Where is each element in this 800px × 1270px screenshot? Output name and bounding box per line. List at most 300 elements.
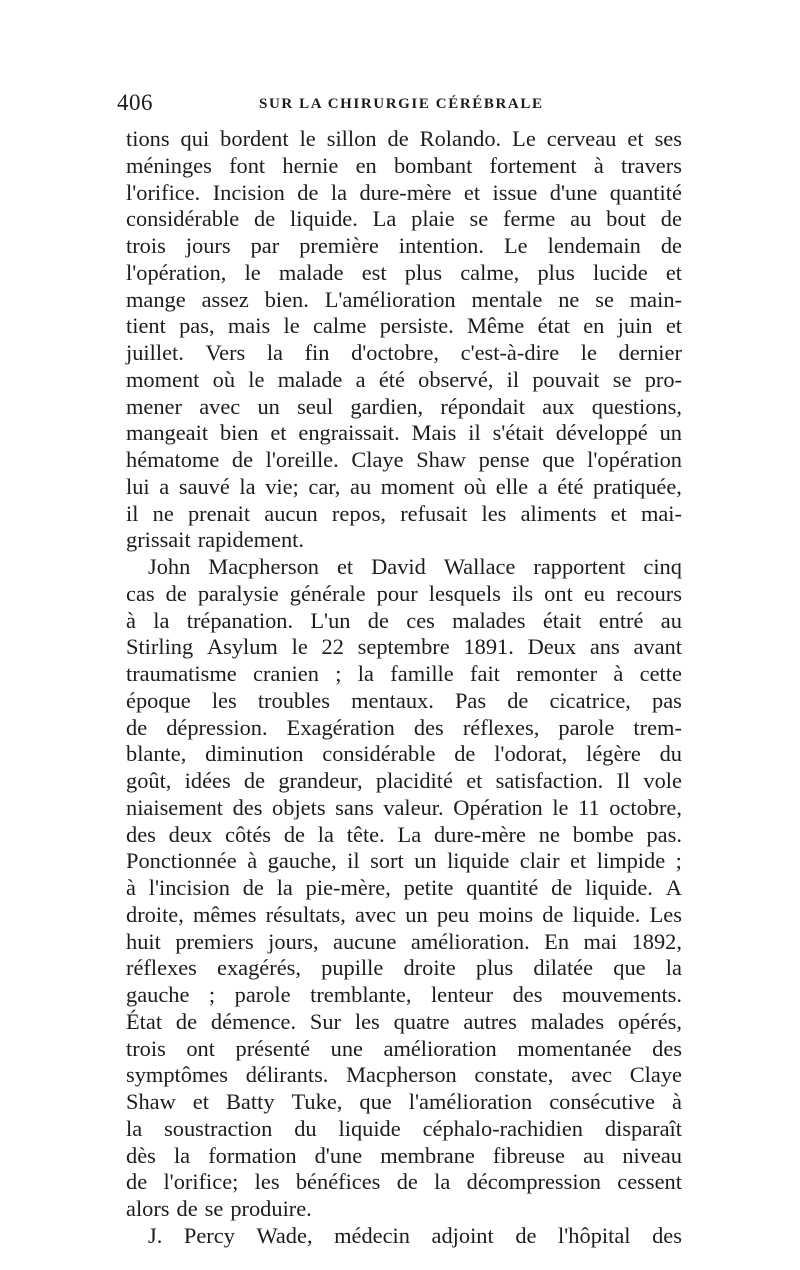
text-line [126, 474, 682, 501]
word: sans [335, 794, 374, 820]
word: quantité [609, 179, 682, 205]
word: été [557, 473, 584, 499]
text-line [126, 955, 682, 982]
word: 22 [321, 634, 344, 660]
text-line [126, 367, 682, 394]
word: avant [633, 634, 682, 660]
word: était [542, 607, 582, 633]
word: considérable [126, 206, 240, 232]
word: mai [583, 928, 618, 954]
text-line [126, 206, 682, 233]
word: ne [558, 286, 580, 312]
word: pouvait [532, 366, 600, 392]
word: que [542, 447, 575, 472]
word: hématome [126, 447, 220, 472]
word: de [396, 1169, 418, 1195]
word: de [454, 741, 476, 767]
word: malades [452, 607, 526, 633]
word: générale [289, 580, 366, 606]
text-line [126, 287, 682, 314]
word: Batty [226, 1089, 275, 1114]
word: l'opération [587, 447, 682, 472]
text-line [126, 313, 682, 340]
word: pie-mère, [305, 875, 391, 900]
word: aucune [333, 928, 397, 954]
word: ne [152, 500, 174, 526]
word: gauche, [267, 848, 337, 874]
word: à [126, 875, 136, 900]
word: Percy [183, 1222, 235, 1248]
word: tremblante, [310, 982, 412, 1007]
text-line [126, 581, 682, 608]
text-line [126, 715, 682, 742]
word: le [244, 259, 261, 285]
word: au [660, 607, 682, 633]
word: dès [126, 1142, 156, 1168]
word: font [229, 152, 266, 178]
word: liquide. [585, 875, 653, 900]
word: autres [463, 1008, 517, 1034]
word: clair [519, 848, 560, 874]
word: malade [277, 366, 343, 392]
word: et [463, 179, 481, 205]
word: ; [208, 982, 216, 1007]
word: d'octobre, [351, 340, 440, 365]
word: l'incision [148, 875, 230, 900]
word: dilatée [533, 955, 594, 981]
word: fait [470, 661, 500, 686]
word: et [665, 259, 682, 285]
word: sauvé [178, 473, 230, 499]
word: tête. [346, 821, 385, 847]
word: présenté [235, 1035, 311, 1061]
word: bien. [264, 286, 309, 312]
word: assez [201, 286, 249, 312]
text-line [126, 1143, 682, 1170]
word: malade [278, 259, 344, 285]
word: L'amélioration [324, 286, 456, 312]
word: la [317, 821, 334, 847]
word: hernie [282, 152, 339, 178]
word: l'orifice. [126, 179, 201, 205]
text-line [126, 1116, 682, 1143]
word: Shaw [126, 1089, 176, 1114]
word: ferme [503, 206, 556, 232]
word: pas. [646, 821, 682, 847]
word: du [294, 1115, 317, 1141]
word: a [159, 473, 170, 499]
word: avec [199, 393, 241, 419]
word: niaisement [126, 794, 223, 820]
word: parole [558, 714, 615, 740]
page-number: 406 [117, 90, 153, 115]
word: délirants. [245, 1062, 329, 1088]
text-line [126, 1169, 682, 1196]
word: tient [126, 313, 166, 339]
word: répondait [440, 393, 525, 419]
word: se [595, 286, 614, 312]
word: formation [208, 1142, 297, 1168]
word: des [652, 1035, 682, 1061]
word: la [330, 179, 348, 205]
word: de [551, 875, 573, 900]
word: quatre [393, 1008, 450, 1034]
word: mangeait [126, 420, 209, 446]
word: de [387, 126, 409, 151]
word: paralysie [197, 580, 279, 606]
word: mouvements. [561, 982, 682, 1007]
word: un [659, 420, 682, 446]
word: niveau [622, 1142, 682, 1168]
word: juillet. [126, 340, 184, 365]
word: dépression. [166, 714, 268, 740]
text-line [126, 795, 682, 822]
word: l'amélioration [408, 1089, 533, 1114]
word: de [231, 447, 254, 472]
text-line [126, 875, 682, 902]
word: grandeur, [278, 768, 363, 793]
word: en [355, 152, 377, 178]
word: de [297, 179, 319, 205]
word: par [250, 233, 280, 258]
word: engraissait. [298, 420, 400, 446]
word: gauche [126, 982, 190, 1007]
word: au [583, 1142, 605, 1168]
word: ; [335, 661, 342, 686]
word: mentale [471, 286, 543, 312]
word: des [512, 982, 543, 1007]
word: Rolando. [419, 126, 502, 151]
word: pense [478, 447, 530, 472]
word: rapidement. [197, 527, 304, 553]
word: amélioration [383, 1035, 497, 1061]
word: Le [503, 233, 528, 258]
word: État [126, 1008, 163, 1034]
word: diminution [205, 741, 304, 767]
word: constate, [474, 1062, 554, 1088]
word: vole [643, 768, 682, 793]
word: de [126, 714, 148, 740]
word: bien [219, 420, 259, 446]
body-text [126, 126, 682, 1250]
word: de [515, 1222, 537, 1248]
word: ils [511, 580, 534, 606]
word: ces [406, 607, 435, 633]
word: Même [467, 313, 525, 339]
word: satisfaction. [495, 768, 604, 793]
word: Sur [309, 1008, 342, 1034]
word: observé, [418, 366, 494, 392]
word: La [397, 821, 422, 847]
word: de [242, 875, 264, 900]
word: de [367, 607, 389, 633]
text-line [126, 447, 682, 474]
word: Ponctionnée [126, 848, 237, 874]
word: a [537, 473, 548, 499]
word: a [355, 366, 366, 392]
word: La [372, 206, 397, 232]
word: pratiquée, [593, 473, 682, 499]
word: et [466, 768, 483, 793]
text-line [126, 233, 682, 260]
word: calme, [460, 259, 520, 285]
word: c'est-à-dire [460, 340, 560, 365]
word: ont [186, 1035, 215, 1061]
word: d'une [314, 1142, 363, 1168]
word: lui [126, 473, 150, 499]
word: moment [380, 473, 455, 499]
word: été [378, 366, 405, 392]
word: les [354, 1008, 380, 1034]
word: mai- [640, 500, 682, 526]
word: le [552, 794, 569, 820]
text-line [126, 527, 682, 554]
word: la [126, 1115, 143, 1141]
word: main- [629, 286, 682, 312]
word: un [414, 848, 437, 874]
word: de [283, 821, 305, 847]
word: Mais [411, 420, 457, 446]
word: cicatrice, [549, 687, 631, 713]
word: exagérés, [217, 955, 301, 981]
word: démence. [210, 1008, 297, 1034]
word: des [413, 714, 444, 740]
word: grissait [126, 527, 191, 553]
word: Wade, [256, 1222, 313, 1248]
word: décompression [466, 1169, 601, 1195]
word: quantité [466, 875, 539, 900]
word: lesquels [428, 580, 501, 606]
word: lendemain [547, 233, 641, 258]
word: trois [126, 233, 166, 258]
word: à [126, 607, 136, 633]
word: travers [621, 152, 682, 178]
word: la [153, 607, 170, 633]
text-line [126, 822, 682, 849]
running-title: SUR LA CHIRURGIE CÉRÉBRALE [259, 96, 544, 112]
word: amélioration. [410, 928, 530, 954]
word: Claye [629, 1062, 682, 1088]
word: l'oreille. [265, 447, 339, 472]
word: Le [512, 126, 536, 151]
word: le [291, 634, 308, 660]
word: état [537, 313, 570, 339]
word: limpide [596, 848, 666, 874]
word: pupille [321, 955, 384, 981]
word: à [671, 1089, 682, 1114]
word: gardien, [350, 393, 424, 419]
word: rapportent [533, 554, 626, 579]
word: alors [126, 1196, 170, 1221]
word: où [212, 366, 236, 392]
word: mais [227, 313, 271, 339]
word: les [211, 687, 237, 713]
word: trem- [633, 714, 682, 740]
word: dernier [618, 340, 682, 365]
word: Shaw [416, 447, 466, 472]
word: résultats, [265, 901, 346, 927]
word: se [612, 366, 632, 392]
word: de [660, 233, 682, 258]
word: prenait [187, 500, 251, 526]
word: d'une [549, 179, 598, 205]
word: légère [586, 741, 641, 767]
text-line [126, 420, 682, 447]
word: au [350, 473, 372, 499]
word: de [660, 206, 682, 232]
word: Wallace [443, 554, 516, 579]
word: Pas [454, 687, 487, 713]
word: intention. [398, 233, 484, 258]
text-line [126, 1196, 682, 1223]
word: il [468, 420, 481, 446]
word: bout [606, 206, 646, 232]
word: droite, [126, 901, 184, 927]
word: qui [180, 126, 210, 151]
word: à [593, 152, 604, 178]
word: 11 [578, 794, 600, 820]
word: Tuke, [291, 1089, 343, 1114]
word: questions, [591, 393, 682, 419]
word: ses [654, 126, 682, 151]
word: côtés [225, 821, 272, 847]
word: l'odorat, [494, 741, 568, 767]
text-line [126, 768, 682, 795]
word: il [126, 500, 139, 526]
word: sillon [326, 126, 377, 151]
word: réflexes, [462, 714, 540, 740]
word: et [270, 420, 287, 446]
text-line [126, 982, 682, 1009]
word: la [266, 340, 283, 365]
word: et [192, 1089, 209, 1114]
word: fortement [489, 152, 577, 178]
word: de [165, 580, 187, 606]
word: 1891. [463, 634, 514, 660]
word: ; [675, 848, 682, 874]
word: méninges [126, 152, 212, 178]
word: et [570, 848, 587, 874]
word: réflexes [126, 955, 197, 981]
word: la [665, 955, 682, 981]
word: l'orifice; [163, 1169, 239, 1195]
word: des [126, 821, 156, 847]
text-line [126, 126, 682, 153]
word: refusait [400, 500, 468, 526]
word: issue [492, 179, 538, 205]
word: plaie [411, 206, 455, 232]
word: ont [544, 580, 573, 606]
text-line [126, 1009, 682, 1036]
word: Claye [351, 447, 404, 472]
word: cerveau [546, 126, 617, 151]
text-line [126, 634, 682, 661]
word: opérés, [617, 1008, 682, 1034]
word: et [336, 554, 354, 579]
word: Macpherson [208, 554, 319, 579]
word: se [204, 1196, 224, 1221]
word: soustraction [164, 1115, 273, 1141]
word: cranien [253, 661, 319, 686]
word: lucide [592, 259, 648, 285]
text-line [126, 554, 682, 581]
word: première [299, 233, 379, 258]
word: la [276, 875, 293, 900]
word: au [570, 206, 592, 232]
word: médecin [334, 1222, 410, 1248]
word: pour [376, 580, 418, 606]
text-line [126, 153, 682, 180]
text-line [126, 340, 682, 367]
word: bordent [220, 126, 289, 151]
word: mener [126, 393, 182, 419]
word: petite [403, 875, 454, 900]
word: mêmes [193, 901, 257, 927]
word: octobre, [609, 794, 682, 820]
word: aux [542, 393, 575, 419]
word: le [248, 366, 265, 392]
word: repos, [331, 500, 387, 526]
word: ne [538, 821, 560, 847]
word: consécutive [549, 1089, 655, 1114]
word: symptômes [126, 1062, 229, 1088]
word: adjoint [431, 1222, 494, 1248]
word: un [405, 901, 428, 927]
word: pro- [644, 366, 682, 392]
word: cinq [643, 554, 682, 579]
text-line [126, 1062, 682, 1089]
text-line [126, 180, 682, 207]
word: eu [583, 580, 605, 606]
word: plus [475, 955, 514, 981]
word: vie; [265, 473, 299, 499]
word: momentanée [517, 1035, 632, 1061]
text-line [126, 741, 682, 768]
word: s'était [492, 420, 544, 446]
word: En [544, 928, 570, 954]
word: troubles [257, 687, 330, 713]
text-line [126, 848, 682, 875]
word: la [173, 1142, 191, 1168]
word: valeur. [383, 794, 444, 820]
word: Exagération [286, 714, 395, 740]
word: des [652, 1222, 682, 1248]
word: jours [185, 233, 231, 258]
word: recours [616, 580, 682, 606]
word: de [126, 1169, 148, 1195]
word: produire. [230, 1196, 312, 1221]
text-line [126, 1089, 682, 1116]
word: époque [126, 687, 191, 713]
word: plus [537, 259, 575, 285]
word: avec [571, 1062, 613, 1088]
word: que [613, 955, 646, 981]
word: les [481, 500, 507, 526]
word: premiers [175, 928, 254, 954]
word: en [583, 313, 605, 339]
word: liquide. [572, 901, 641, 927]
word: de [176, 1196, 198, 1221]
word: elle [495, 473, 529, 499]
word: L'un [310, 607, 351, 633]
word: une [330, 1035, 363, 1061]
word: sort [370, 848, 404, 874]
word: moins [478, 901, 534, 927]
word: peu [436, 901, 470, 927]
word: liquide [338, 1115, 401, 1141]
word: entré [598, 607, 644, 633]
word: se [469, 206, 489, 232]
